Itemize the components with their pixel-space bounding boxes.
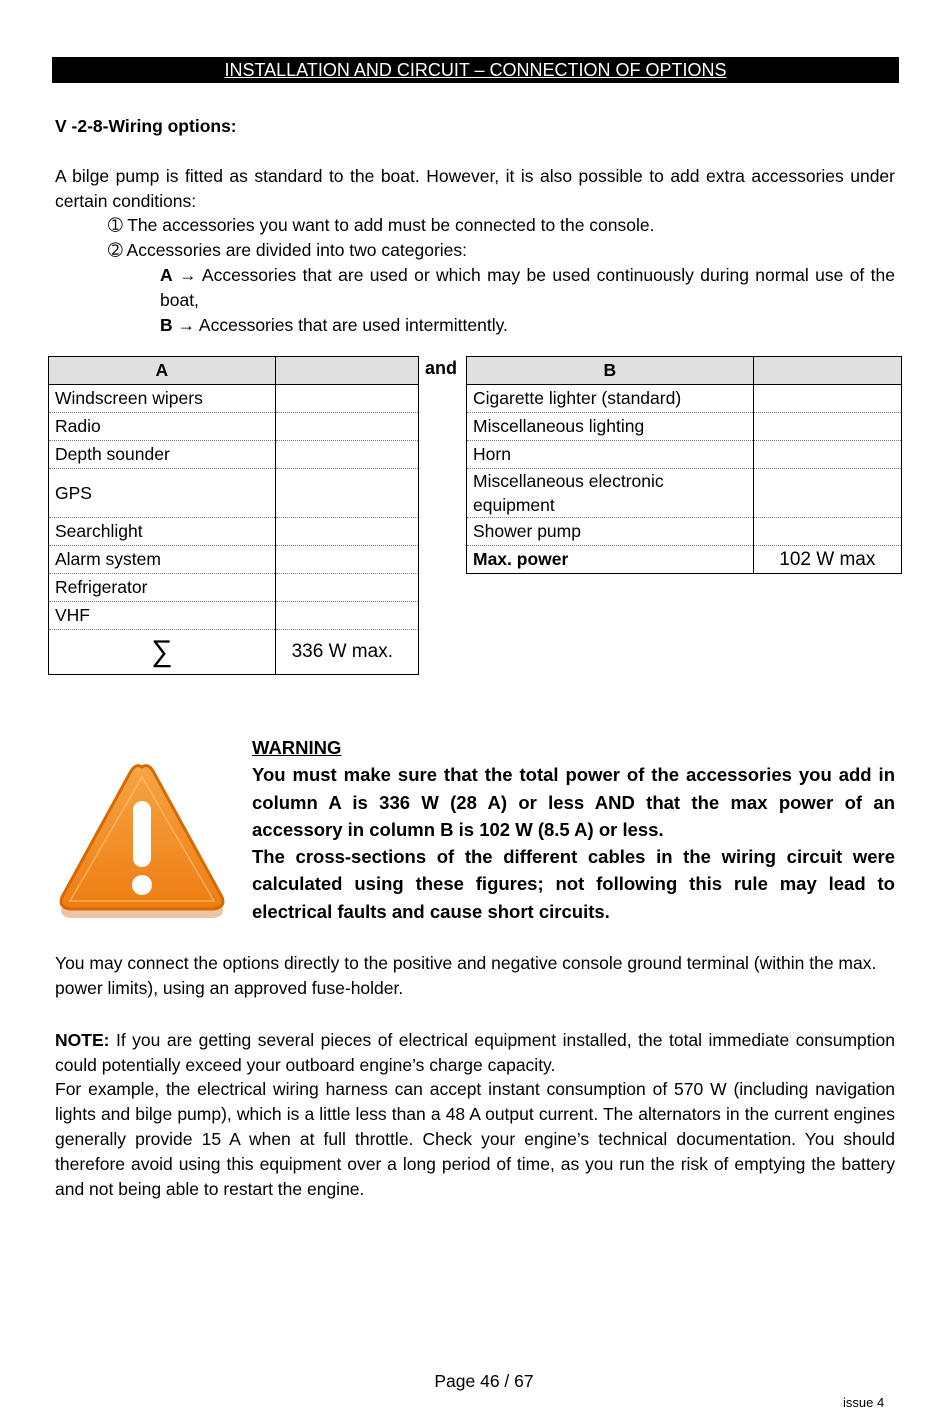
- page-header-title: INSTALLATION AND CIRCUIT – CONNECTION OF OPTIONS: [52, 57, 899, 83]
- table-row: [49, 441, 419, 469]
- table-row: [49, 546, 419, 574]
- table-a-item: Searchlight: [49, 518, 276, 546]
- table-a-header: A: [49, 357, 276, 385]
- category-a-description: [160, 263, 895, 313]
- table-row: [467, 413, 902, 441]
- table-b-max-label: [467, 546, 754, 574]
- table-a-item: Radio: [49, 413, 276, 441]
- table-b-item: Horn: [467, 441, 754, 469]
- arrow-icon: →: [177, 315, 196, 335]
- intro-paragraph: A bilge pump is fitted as standard to the boat. However, it is also possible to add extra accessories under certain conditions:: [55, 166, 895, 211]
- page-number: Page 46 / 67: [434, 1371, 534, 1391]
- table-b-value: [753, 385, 901, 413]
- table-row: [49, 602, 419, 630]
- note-text: If you are getting several pieces of electrical equipment installed, the total immediate consumption could potentially exceed your outboard engine’s charge capacity.: [55, 1030, 895, 1075]
- category-a-text: Accessories that are used or which may be used continuously during normal use of the boat,: [160, 265, 895, 310]
- example-paragraph: For example, the electrical wiring harness can accept instant consumption of 570 W (including navigation lights and bilge pump), which is a little less than a 48 A output current. The alternators in the current engines generally provide 15 A when at full throttle. Check your engine’s technical documentation. You should therefore avoid using this equipment over a long period of time, as you run the risk of emptying the battery and not being able to restart the engine.: [55, 1079, 895, 1199]
- sum-icon: ∑: [49, 630, 276, 675]
- table-a-value: [275, 385, 418, 413]
- and-label: and: [425, 358, 458, 378]
- table-b-value: [753, 413, 901, 441]
- table-row: [467, 441, 902, 469]
- table-row: [49, 574, 419, 602]
- arrow-icon: →: [179, 265, 197, 285]
- table-a-value: [275, 518, 418, 546]
- table-a-value: [275, 546, 418, 574]
- table-a-value: [275, 602, 418, 630]
- table-a-value: [275, 413, 418, 441]
- warning-block: [252, 734, 895, 925]
- table-row: [467, 385, 902, 413]
- table-b-value: [753, 518, 901, 546]
- table-a-value: [275, 469, 418, 518]
- table-b-item: Cigarette lighter (standard): [467, 385, 754, 413]
- table-b-header: B: [467, 357, 754, 385]
- table-b-item: Miscellaneous lighting: [467, 413, 754, 441]
- category-b-letter: B: [160, 315, 173, 335]
- table-b-value: [753, 441, 901, 469]
- table-a-value: [275, 574, 418, 602]
- accessories-table-b: [466, 356, 902, 574]
- table-a-item: GPS: [49, 469, 276, 518]
- accessories-table-a: [48, 356, 419, 675]
- table-a-header-blank: [275, 357, 418, 385]
- table-b-item: Miscellaneous electronic equipment: [467, 469, 754, 518]
- table-row: [467, 546, 902, 574]
- note-label: NOTE:: [55, 1030, 110, 1050]
- section-title: V -2-8-Wiring options:: [55, 116, 237, 136]
- condition-2: ➁ Accessories are divided into two categories:: [108, 240, 468, 260]
- table-row: [49, 630, 419, 675]
- table-b-max-value: 102 W max: [753, 546, 901, 574]
- table-row: [49, 385, 419, 413]
- table-row: [467, 469, 902, 518]
- table-a-sum-value: 336 W max.: [275, 630, 418, 675]
- category-b-text: Accessories that are used intermittently.: [198, 315, 508, 335]
- table-a-item: Depth sounder: [49, 441, 276, 469]
- warning-triangle-icon: [56, 763, 228, 921]
- warning-text-1: You must make sure that the total power of the accessories you add in column A is 336 W (28 A) or less AND that the max power of an accessory in column B is 102 W (8.5 A) or less.: [252, 764, 895, 840]
- table-b-value: [753, 469, 901, 518]
- table-a-item: VHF: [49, 602, 276, 630]
- category-a-letter: A: [160, 265, 173, 285]
- table-a-item: Alarm system: [49, 546, 276, 574]
- table-a-value: [275, 441, 418, 469]
- category-b-description: [160, 313, 508, 338]
- table-row: [49, 413, 419, 441]
- warning-title: WARNING: [252, 737, 342, 758]
- table-row: [467, 518, 902, 546]
- max-power-label: Max. power: [473, 549, 569, 569]
- connection-paragraph: You may connect the options directly to the positive and negative console ground terminal (within the max. power limits), using an approved fuse-holder.: [55, 953, 877, 998]
- table-row: [49, 469, 419, 518]
- warning-text-2: The cross-sections of the different cables in the wiring circuit were calculated using these figures; not following this rule may lead to electrical faults and cause short circuits.: [252, 846, 895, 922]
- table-a-item: Windscreen wipers: [49, 385, 276, 413]
- table-b-item: Shower pump: [467, 518, 754, 546]
- table-b-header-blank: [753, 357, 901, 385]
- issue-label: issue 4: [843, 1395, 885, 1410]
- note-paragraph: [55, 1028, 895, 1078]
- table-a-item: Refrigerator: [49, 574, 276, 602]
- table-row: [49, 518, 419, 546]
- condition-1: ➀ The accessories you want to add must be connected to the console.: [108, 215, 655, 235]
